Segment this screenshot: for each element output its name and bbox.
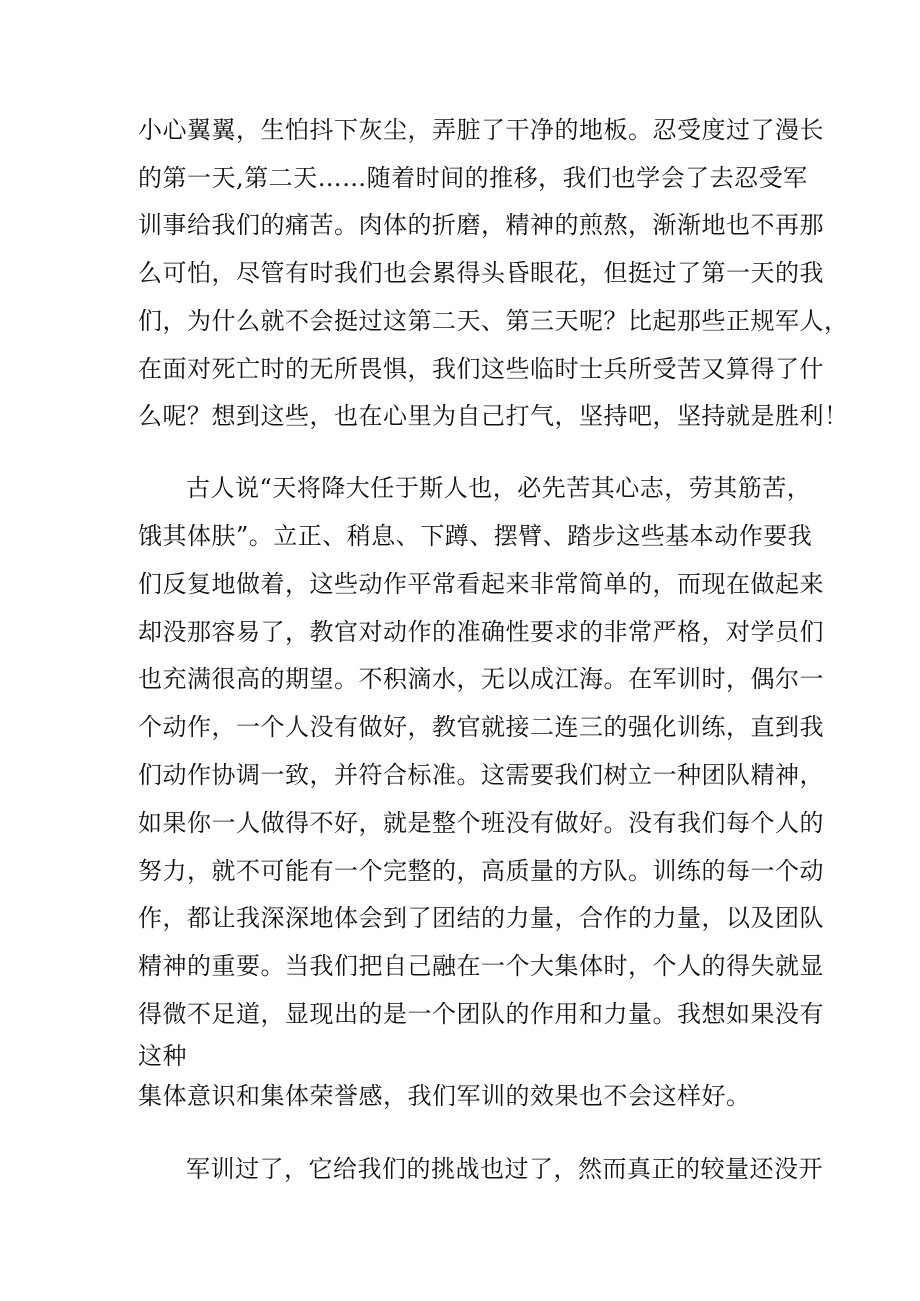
text-line: 在面对死亡时的无所畏惧，我们这些临时士兵所受苦又算得了什 [138,355,824,383]
text-line: 么呢？想到这些，也在心里为自己打气，坚持吧，坚持就是胜利！ [138,402,849,430]
text-line: 精神的重要。当我们把自己融在一个大集体时，个人的得失就显 [138,952,824,980]
text-line: 们动作协调一致，并符合标准。这需要我们树立一种团队精神， [138,761,824,789]
text-line: 的第一天,第二天……随着时间的推移，我们也学会了去忍受军 [138,164,808,192]
text-line: 么可怕，尽管有时我们也会累得头昏眼花，但挺过了第一天的我 [138,259,824,287]
text-line: 训事给我们的痛苦。肉体的折磨，精神的煎熬，渐渐地也不再那 [138,211,824,239]
text-line: 军训过了，它给我们的挑战也过了，然而真正的较量还没开 [186,1155,823,1183]
text-line: 却没那容易了，教官对动作的准确性要求的非常严格，对学员们 [138,618,824,646]
text-line: 古人说“天将降大任于斯人也，必先苦其心志，劳其筋苦， [186,474,812,502]
text-line: 如果你一人做得不好，就是整个班没有做好。没有我们每个人的 [138,809,824,837]
text-line: 作，都让我深深地体会到了团结的力量，合作的力量，以及团队 [138,904,824,932]
text-line: 个动作，一个人没有做好，教官就接二连三的强化训练，直到我 [138,713,824,741]
text-line: 们反复地做着，这些动作平常看起来非常简单的，而现在做起来 [138,570,824,598]
text-line: 集体意识和集体荣誉感，我们军训的效果也不会这样好。 [138,1082,751,1110]
text-line: 这种 [138,1042,187,1070]
text-line: 也充满很高的期望。不积滴水，无以成江海。在军训时，偶尔一 [138,665,824,693]
text-line: 们，为什么就不会挺过这第二天、第三天呢？比起那些正规军人， [138,307,849,335]
text-line: 小心翼翼，生怕抖下灰尘，弄脏了干净的地板。忍受度过了漫长 [138,116,824,144]
text-line: 得微不足道，显现出的是一个团队的作用和力量。我想如果没有 [138,1000,824,1028]
text-line: 努力，就不可能有一个完整的，高质量的方队。训练的每一个动 [138,857,824,885]
text-line: 饿其体肤”。立正、稍息、下蹲、摆臂、踏步这些基本动作要我 [138,522,813,550]
